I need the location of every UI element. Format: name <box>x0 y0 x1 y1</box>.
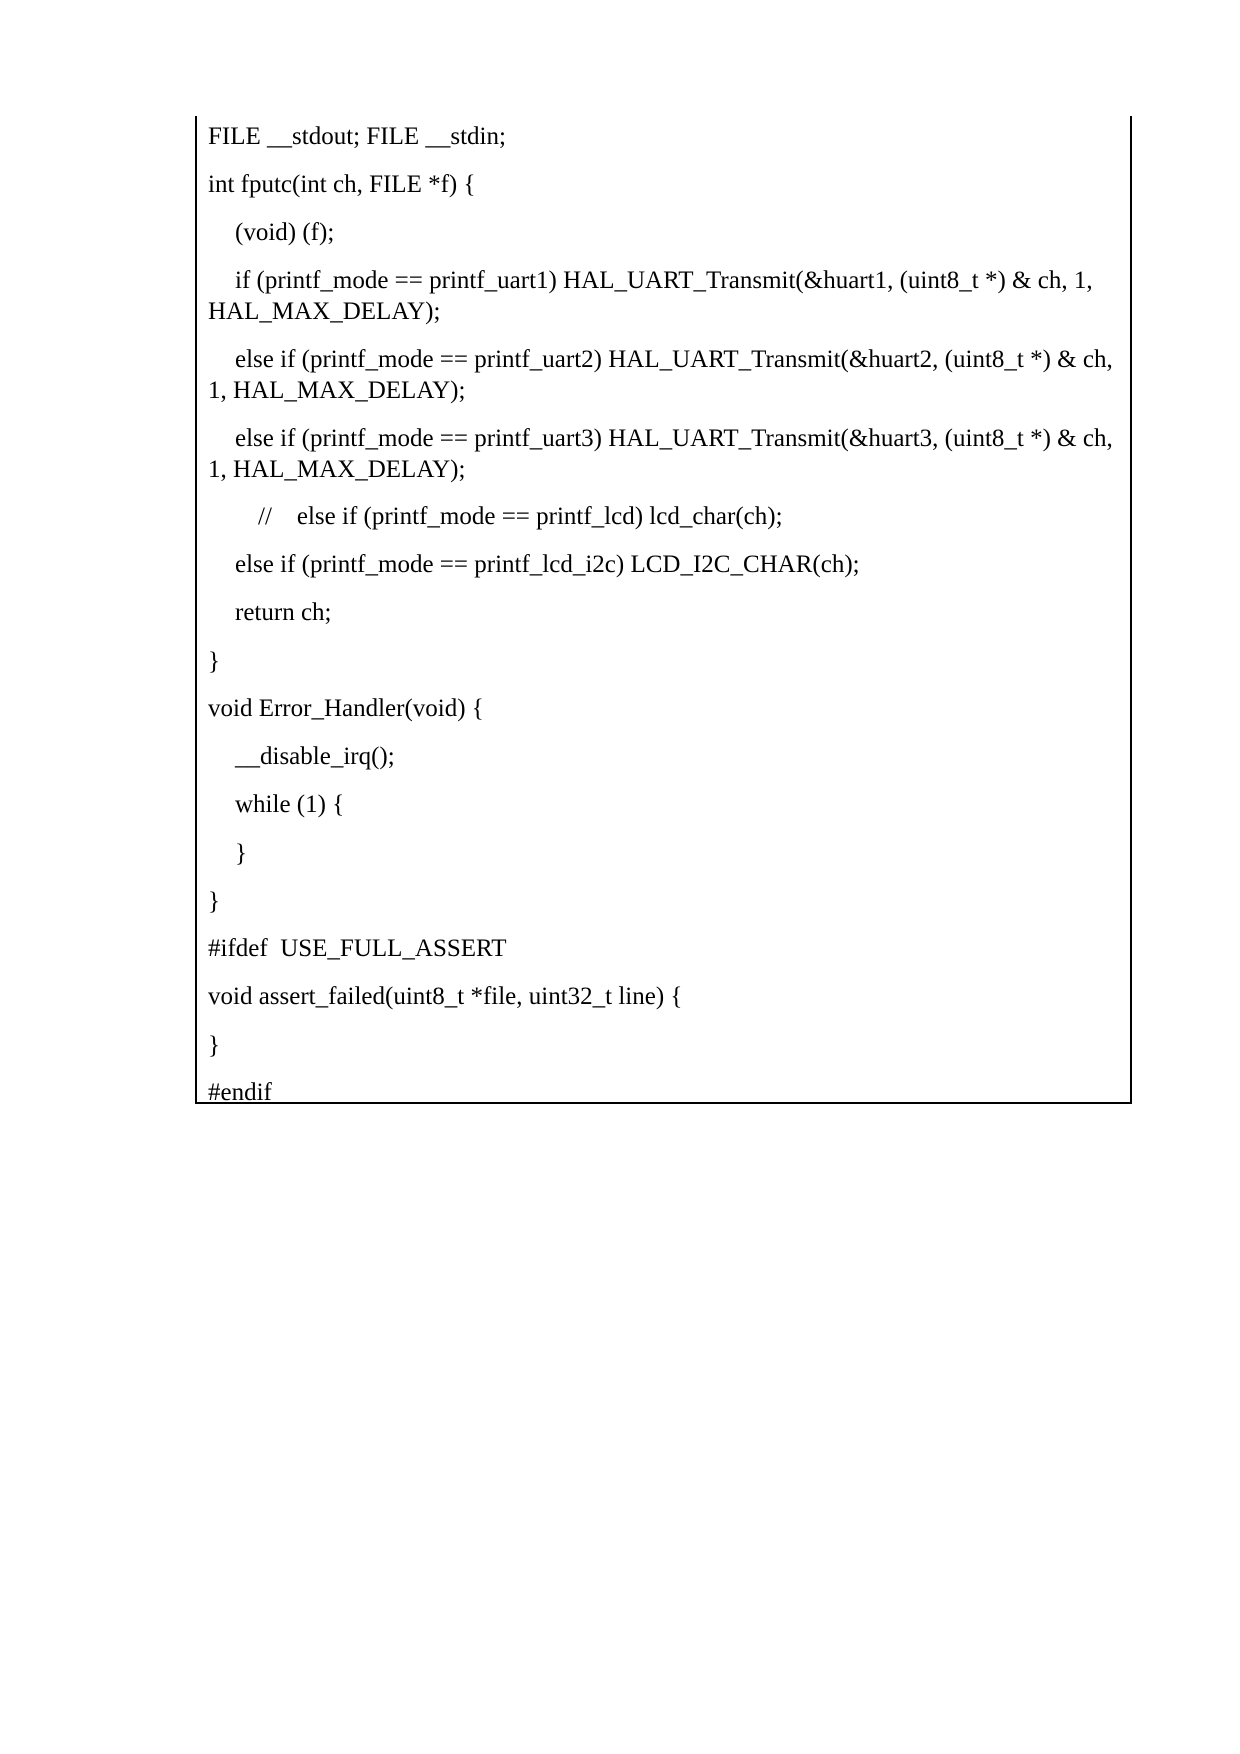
code-line: void assert_failed(uint8_t *file, uint32_t line) { <box>208 983 683 1010</box>
code-line: } <box>208 1032 220 1059</box>
code-line: #endif <box>208 1079 272 1106</box>
code-line: while (1) { <box>235 791 345 818</box>
code-line: FILE __stdout; FILE __stdin; <box>208 123 506 150</box>
code-line: } <box>235 840 247 867</box>
code-line: void Error_Handler(void) { <box>208 695 484 722</box>
code-line: return ch; <box>235 599 332 626</box>
code-line: else if (printf_mode == printf_lcd_i2c) LCD_I2C_CHAR(ch); <box>235 551 860 578</box>
code-line: } <box>208 648 220 675</box>
code-line: if (printf_mode == printf_uart1) HAL_UART_Transmit(&huart1, (uint8_t *) & ch, 1, HAL_MAX_DELAY); <box>208 267 1099 325</box>
code-line: int fputc(int ch, FILE *f) { <box>208 171 476 198</box>
code-block <box>195 116 1132 1104</box>
code-line: __disable_irq(); <box>235 743 395 770</box>
code-line: else if (printf_mode == printf_uart3) HAL_UART_Transmit(&huart3, (uint8_t *) & ch, 1, HAL_MAX_DELAY); <box>208 425 1119 483</box>
code-line: #ifdef USE_FULL_ASSERT <box>208 935 507 962</box>
code-line: else if (printf_mode == printf_uart2) HAL_UART_Transmit(&huart2, (uint8_t *) & ch, 1, HAL_MAX_DELAY); <box>208 346 1119 404</box>
code-line: (void) (f); <box>235 219 335 246</box>
code-comment-line: // else if (printf_mode == printf_lcd) lcd_char(ch); <box>208 503 783 530</box>
code-line: } <box>208 888 220 915</box>
